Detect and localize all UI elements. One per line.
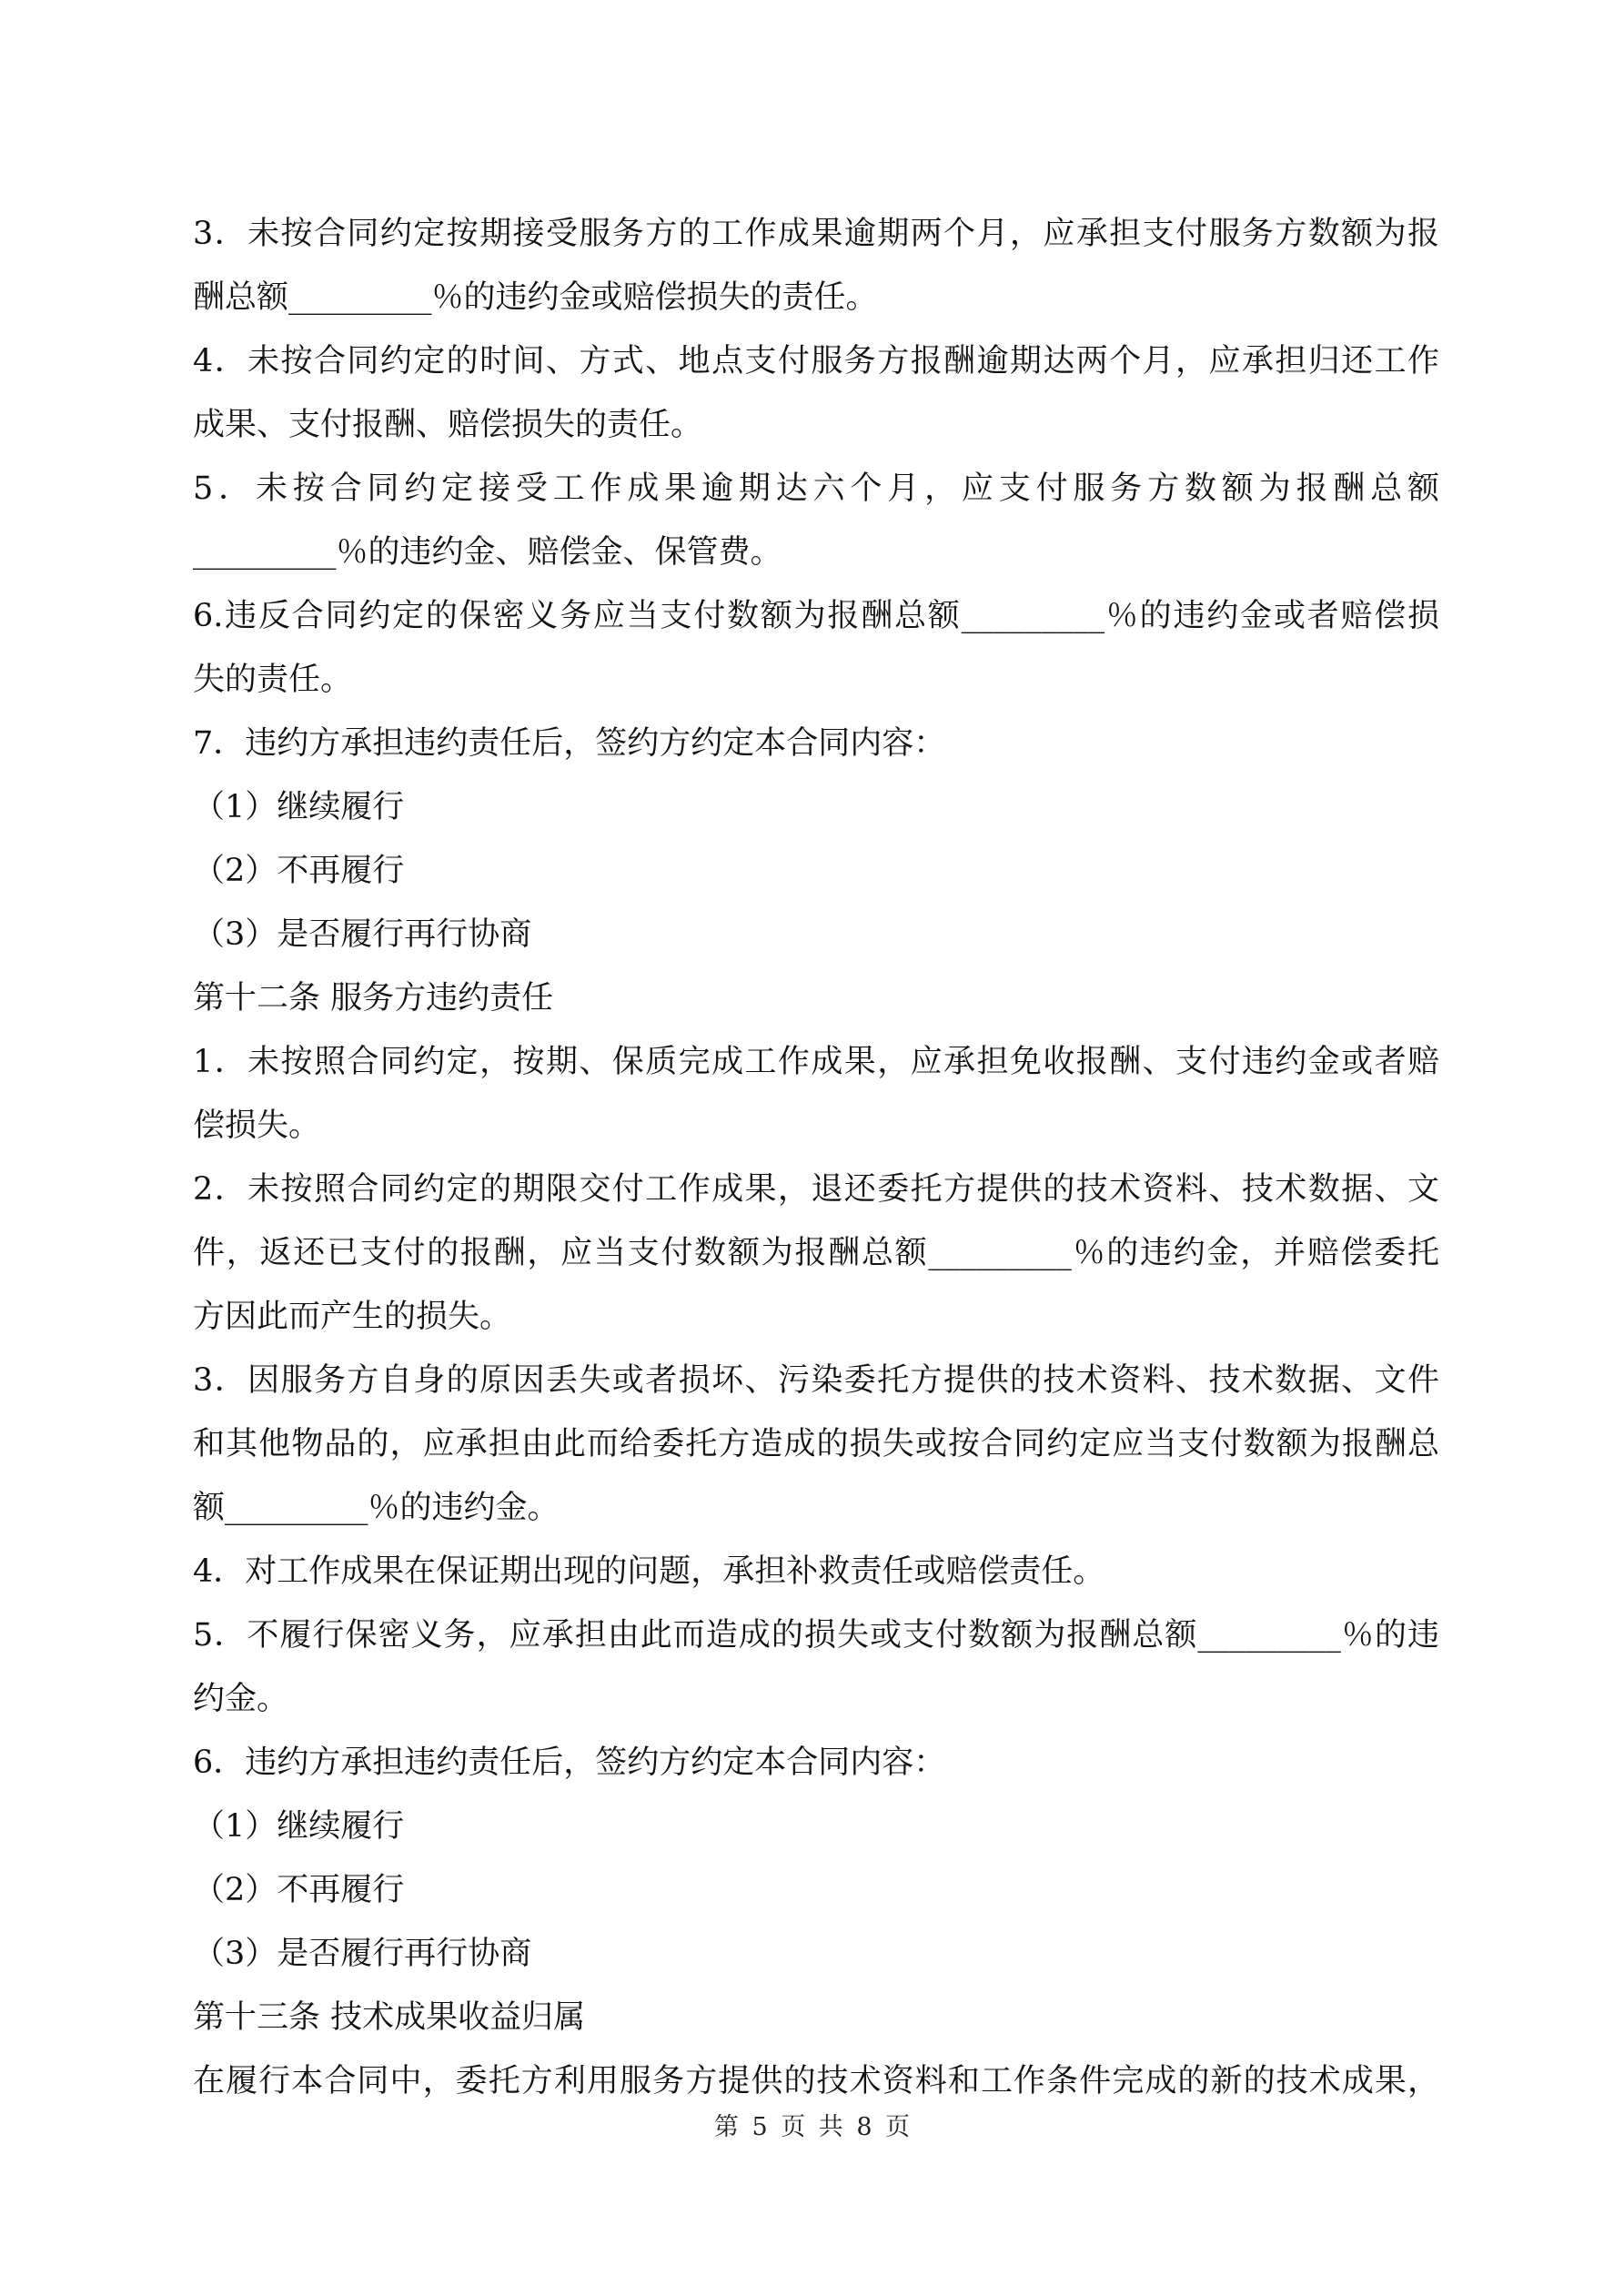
text-line: 5．不履行保密义务，应承担由此而造成的损失或支付数额为报酬总额_________％的违: [193, 1617, 1439, 1654]
text-line: 3．因服务方自身的原因丢失或者损坏、污染委托方提供的技术资料、技术数据、文件: [193, 1362, 1439, 1399]
text-line: （3）是否履行再行协商: [193, 916, 532, 953]
text-line: 成果、支付报酬、赔偿损失的责任。: [193, 407, 703, 443]
text-line: 5．未按合同约定接受工作成果逾期达六个月，应支付服务方数额为报酬总额: [193, 470, 1439, 507]
text-line: 第十二条 服务方违约责任: [193, 980, 554, 1017]
text-line: 2．未按照合同约定的期限交付工作成果，退还委托方提供的技术资料、技术数据、文: [193, 1171, 1439, 1208]
text-line: 第十三条 技术成果收益归属: [193, 1999, 586, 2036]
text-line: 偿损失。: [193, 1108, 321, 1144]
text-line: 约金。: [193, 1681, 289, 1717]
text-line: （2）不再履行: [193, 853, 405, 889]
text-line: 失的责任。: [193, 662, 353, 698]
text-line: 1．未按照合同约定，按期、保质完成工作成果，应承担免收报酬、支付违约金或者赔: [193, 1044, 1439, 1080]
text-line: 在履行本合同中，委托方利用服务方提供的技术资料和工作条件完成的新的技术成果，: [193, 2063, 1439, 2099]
page-footer: 第 5 页 共 8 页: [713, 2113, 911, 2141]
document-body: [193, 202, 1439, 2113]
text-line: （2）不再履行: [193, 1872, 405, 1908]
text-line: 4．未按合同约定的时间、方式、地点支付服务方报酬逾期达两个月，应承担归还工作: [193, 343, 1439, 379]
text-line: 酬总额_________％的违约金或赔偿损失的责任。: [193, 279, 878, 316]
text-line: （1）继续履行: [193, 1808, 405, 1845]
text-line: 4．对工作成果在保证期出现的问题，承担补救责任或赔偿责任。: [193, 1553, 1105, 1590]
text-line: （1）继续履行: [193, 789, 405, 825]
text-line: （3）是否履行再行协商: [193, 1936, 532, 1972]
text-line: _________％的违约金、赔偿金、保管费。: [193, 534, 782, 571]
text-line: 件，返还已支付的报酬，应当支付数额为报酬总额_________％的违约金，并赔偿委托: [193, 1235, 1439, 1271]
text-line: 和其他物品的，应承担由此而给委托方造成的损失或按合同约定应当支付数额为报酬总: [193, 1426, 1439, 1462]
text-line: 7．违约方承担违约责任后，签约方约定本合同内容：: [193, 725, 946, 762]
text-line: 6．违约方承担违约责任后，签约方约定本合同内容：: [193, 1745, 946, 1781]
text-line: 6.违反合同约定的保密义务应当支付数额为报酬总额_________％的违约金或者赔偿损: [193, 598, 1439, 634]
text-line: 额_________％的违约金。: [193, 1490, 560, 1526]
text-line: 3．未按合同约定按期接受服务方的工作成果逾期两个月，应承担支付服务方数额为报: [193, 216, 1439, 252]
text-line: 方因此而产生的损失。: [193, 1299, 512, 1335]
